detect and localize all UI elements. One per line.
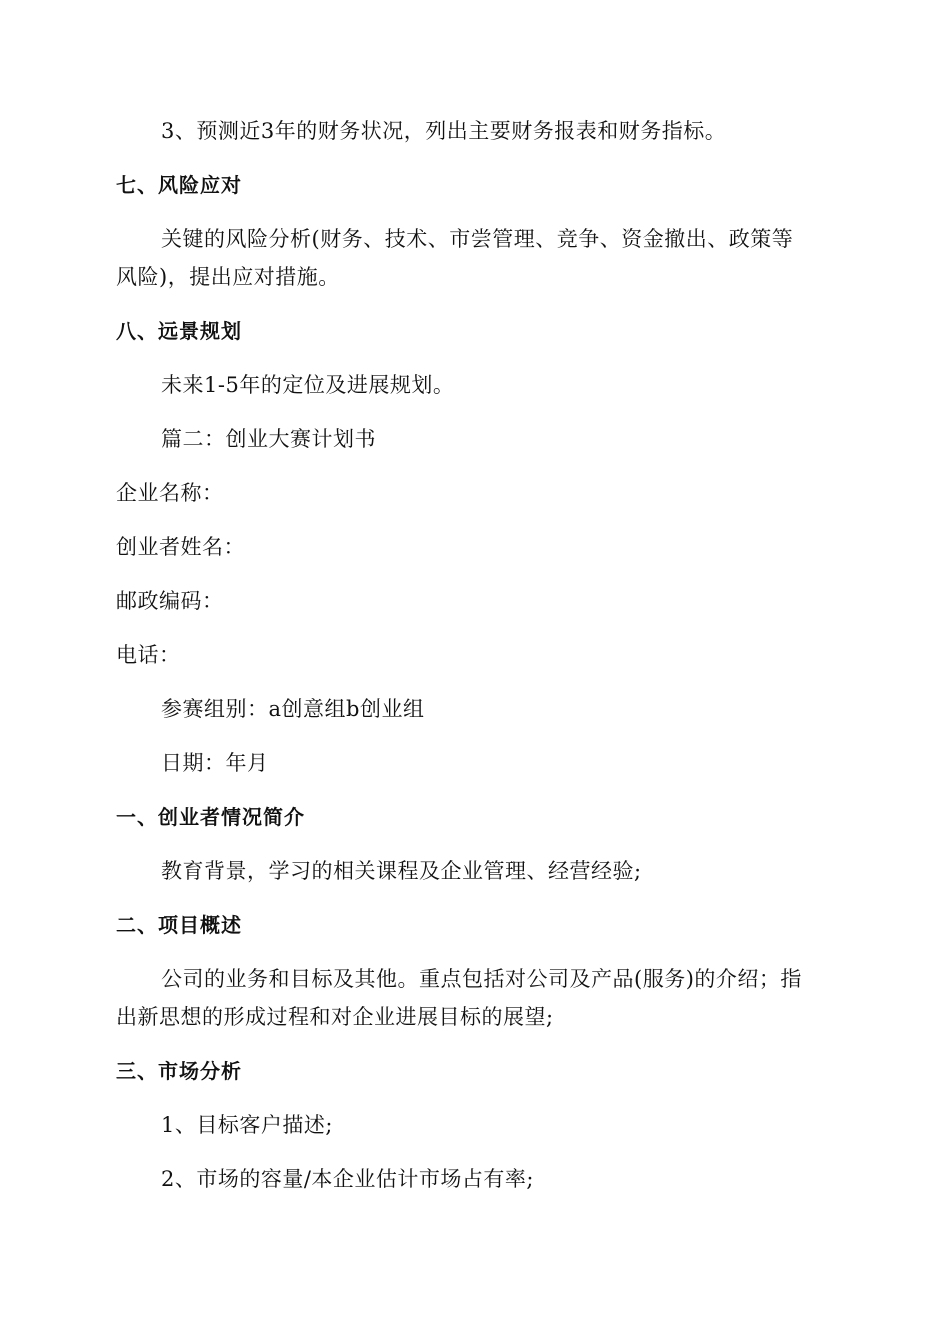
form-field-label: 电话： <box>116 643 181 667</box>
section-heading: 七、风险应对 <box>116 173 242 197</box>
paragraph-line: 日期：年月 <box>161 751 269 775</box>
form-field-label: 邮政编码： <box>116 589 224 613</box>
paragraph-line: 教育背景，学习的相关课程及企业管理、经营经验; <box>161 859 642 883</box>
section-heading: 八、远景规划 <box>116 319 242 343</box>
section-heading: 三、市场分析 <box>116 1059 242 1083</box>
paragraph-line: 3、预测近3年的财务状况，列出主要财务报表和财务指标。 <box>161 119 727 143</box>
form-field-label: 创业者姓名： <box>116 535 245 559</box>
paragraph-line: 公司的业务和目标及其他。重点包括对公司及产品(服务)的介绍；指 <box>161 967 802 991</box>
paragraph-line: 参赛组别：a创意组b创业组 <box>161 697 425 721</box>
paragraph-line: 风险)，提出应对措施。 <box>116 265 340 289</box>
paragraph-line: 1、目标客户描述; <box>161 1113 333 1137</box>
paragraph-line: 2、市场的容量/本企业估计市场占有率; <box>161 1167 535 1191</box>
section-heading: 二、项目概述 <box>116 913 242 937</box>
paragraph-line: 篇二：创业大赛计划书 <box>161 427 376 451</box>
paragraph-line: 出新思想的形成过程和对企业进展目标的展望; <box>116 1005 554 1029</box>
form-field-label: 企业名称： <box>116 481 224 505</box>
paragraph-line: 关键的风险分析(财务、技术、市尝管理、竞争、资金撤出、政策等 <box>161 227 794 251</box>
section-heading: 一、创业者情况简介 <box>116 805 305 829</box>
paragraph-line: 未来1-5年的定位及进展规划。 <box>161 373 455 397</box>
